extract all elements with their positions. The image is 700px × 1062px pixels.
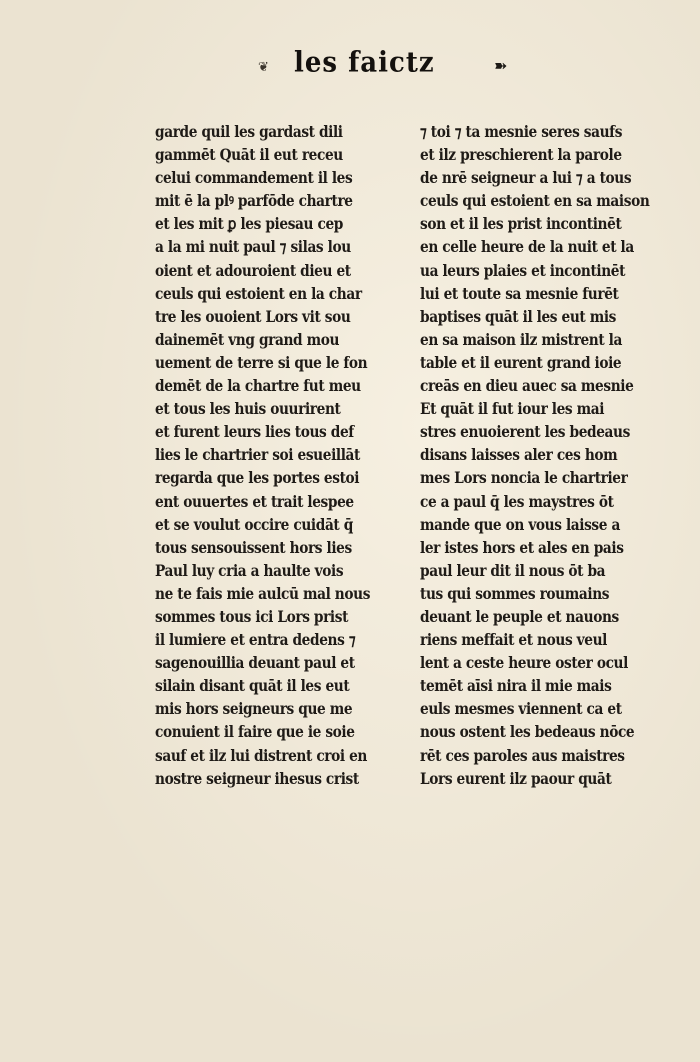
text-line: dainemēt vng grand mou [155, 329, 340, 349]
text-line: garde quil les gardast dili [155, 122, 343, 141]
text-line: riens meffait et nous veul [420, 630, 607, 650]
text-line: sagenouillia deuant paul et [155, 653, 355, 673]
running-head [250, 46, 530, 82]
text-line: ler istes hors et ales en pais [420, 537, 624, 557]
text-line: ceuls qui estoient en sa maison [420, 191, 650, 211]
pointing-hand-right-icon: ➽ [494, 56, 508, 75]
text-line: table et il eurent grand ioie [420, 352, 622, 372]
running-head-title: les faictz [294, 46, 435, 80]
text-line: oient et adouroient dieu et [155, 260, 351, 280]
text-line: tous sensouissent hors lies [155, 537, 352, 557]
text-line: creās en dieu auec sa mesnie [420, 376, 634, 396]
text-line: rēt ces paroles aus maistres [420, 745, 625, 765]
text-line: deuant le peuple et nauons [420, 606, 619, 626]
text-line: euls mesmes viennent ca et [420, 699, 622, 719]
text-line: et se voulut occire cuidāt q̄ [155, 514, 353, 534]
text-line: lent a ceste heure oster ocul [420, 653, 628, 673]
text-line: gammēt Quāt il eut receu [155, 145, 343, 165]
text-line: celui commandement il les [155, 168, 353, 188]
text-line: ne te fais mie aulcū mal nous [155, 583, 371, 603]
text-line: son et il les prist incontinēt [420, 214, 622, 234]
text-line: tre les ouoient Lors vit sou [155, 306, 351, 326]
text-line: regarda que les portes estoi [155, 468, 360, 488]
text-line: a la mi nuit paul ⁊ silas lou [155, 237, 351, 257]
text-line: mes Lors noncia le chartrier [420, 468, 628, 488]
text-line: en celle heure de la nuit et la [420, 237, 634, 257]
text-line: ce a paul q̄ les maystres ōt [420, 491, 614, 511]
text-line: et les mit ꝑ les piesau cep [155, 214, 343, 234]
text-line: ⁊ toi ⁊ ta mesnie seres saufs [420, 122, 623, 141]
text-line: Paul luy cria a haulte vois [155, 560, 344, 580]
text-line: sommes tous ici Lors prist [155, 606, 349, 626]
text-line: stres enuoierent les bedeaus [420, 422, 630, 442]
text-line: nostre seigneur ihesus crist [155, 768, 359, 788]
text-line: ua leurs plaies et incontinēt [420, 260, 626, 280]
fleuron-left-icon: ❦ [258, 60, 269, 75]
text-line: ent ouuertes et trait lespee [155, 491, 354, 511]
text-line: mande que on vous laisse a [420, 514, 620, 534]
text-line: uement de terre si que le fon [155, 352, 368, 372]
text-line: demēt de la chartre fut meu [155, 376, 361, 396]
text-line: et ilz preschierent la parole [420, 145, 622, 165]
text-line: temēt aīsi nira il mie mais [420, 676, 612, 696]
text-line: silain disant quāt il les eut [155, 676, 350, 696]
text-line: et tous les huis ouurirent [155, 399, 341, 419]
text-line: tus qui sommes roumains [420, 583, 610, 603]
text-line: nous ostent les bedeaus nōce [420, 722, 635, 742]
text-line: et furent leurs lies tous def [155, 422, 354, 442]
text-line: mit ē la plꝰ parfōde chartre [155, 191, 353, 211]
text-line: paul leur dit il nous ōt ba [420, 560, 606, 580]
text-column-right [420, 120, 660, 790]
text-line: mis hors seigneurs que me [155, 699, 353, 719]
text-line: sauf et ilz lui distrent croi en [155, 745, 367, 765]
text-line: conuient il faire que ie soie [155, 722, 355, 742]
text-line: ceuls qui estoient en la char [155, 283, 362, 303]
text-line: de nrē seigneur a lui ⁊ a tous [420, 168, 632, 188]
text-line: disans laisses aler ces hom [420, 445, 618, 465]
text-line: il lumiere et entra dedens ⁊ [155, 630, 356, 650]
text-column-left [155, 120, 395, 790]
text-line: Lors eurent ilz paour quāt [420, 768, 612, 788]
text-line: en sa maison ilz mistrent la [420, 329, 623, 349]
text-line: lui et toute sa mesnie furēt [420, 283, 619, 303]
text-line: Et quāt il fut iour les mai [420, 399, 605, 419]
text-line: baptises quāt il les eut mis [420, 306, 617, 326]
text-line: lies le chartrier soi esueillāt [155, 445, 360, 465]
